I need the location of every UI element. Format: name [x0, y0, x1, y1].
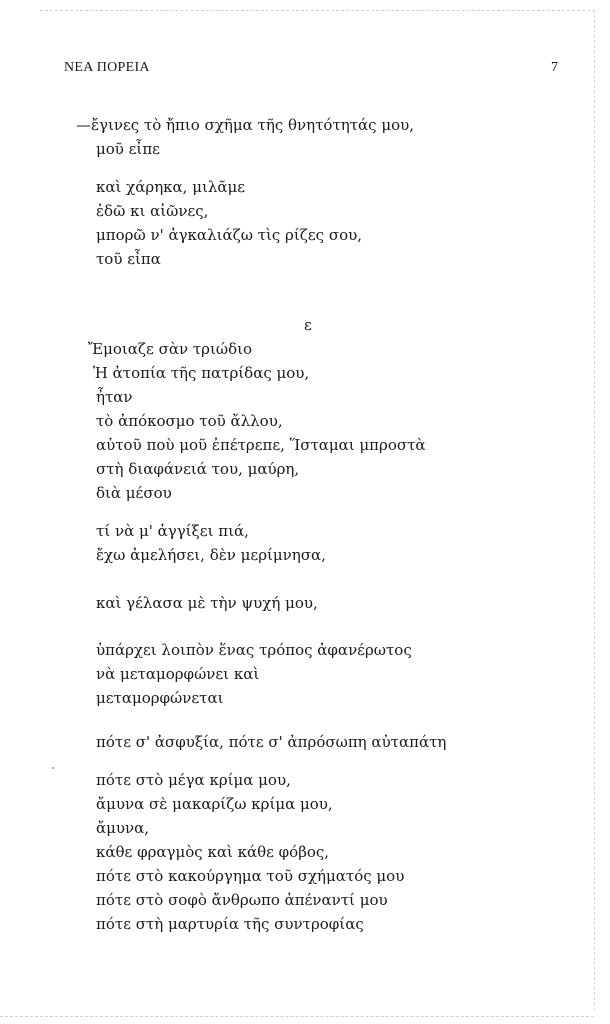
poem-line: ἔχω ἀμελήσει, δὲν μερίμνησα,: [96, 546, 326, 564]
poem-line: τί νὰ μ' ἀγγίξει πιά,: [96, 522, 249, 540]
poem-line: καὶ γέλασα μὲ τὴν ψυχή μου,: [96, 594, 318, 612]
poem-line: ἄμυνα σὲ μακαρίζω κρίμα μου,: [96, 795, 333, 813]
poem-line: ἦταν: [96, 388, 133, 406]
poem-line: πότε στὸ κακούργημα τοῦ σχήματός μου: [96, 867, 405, 885]
poem-line: τοῦ εἶπα: [96, 250, 161, 268]
poem-line: καὶ χάρηκα, μιλᾶμε: [96, 178, 246, 196]
poem-line: διὰ μέσου: [96, 484, 172, 502]
poem-line: μοῦ εἶπε: [96, 140, 160, 158]
poem-line: στὴ διαφάνειά του, μαύρη,: [96, 460, 300, 478]
poem-line: τὸ ἀπόκοσμο τοῦ ἄλλου,: [96, 412, 283, 430]
running-head: ΝΕΑ ΠΟΡΕΙΑ: [64, 60, 150, 75]
section-marker: ε: [304, 316, 312, 334]
poem-line: ὑπάρχει λοιπὸν ἕνας τρόπος ἀφανέρωτος: [96, 641, 412, 659]
poem-line: μεταμορφώνεται: [96, 689, 224, 707]
page-number: 7: [551, 60, 558, 75]
poem-line: πότε στὸ μέγα κρίμα μου,: [96, 771, 291, 789]
poem-line: νὰ μεταμορφώνει καὶ: [96, 665, 260, 683]
poem-line: μπορῶ ν' ἀγκαλιάζω τὶς ρίζες σου,: [96, 226, 362, 244]
poem-line: πότε στὴ μαρτυρία τῆς συντροφίας: [96, 915, 364, 933]
scan-speck: [52, 767, 54, 769]
poem-line: αὐτοῦ ποὺ μοῦ ἐπέτρεπε, Ἵσταμαι μπροστὰ: [96, 436, 426, 454]
poem-line: —ἔγινες τὸ ἤπιο σχῆμα τῆς θνητότητάς μου,: [76, 116, 415, 134]
page-edge-right: [594, 10, 595, 1010]
page-edge-top: [40, 10, 595, 11]
poem-line: Ἔμοιαζε σὰν τριώδιο: [88, 340, 253, 358]
poem-line: κάθε φραγμὸς καὶ κάθε φόβος,: [96, 843, 330, 861]
page-edge-bottom: [0, 1016, 594, 1017]
poem-line: πότε σ' ἀσφυξία, πότε σ' ἀπρόσωπη αὐταπάτη: [96, 733, 447, 751]
poem-line: ἐδῶ κι αἰῶνες,: [96, 202, 209, 220]
poem-line: ἄμυνα,: [96, 819, 150, 837]
page-header: [64, 60, 558, 82]
poem-line: πότε στὸ σοφὸ ἄνθρωπο ἀπέναντί μου: [96, 891, 388, 909]
poem-line: Ἡ ἀτοπία τῆς πατρίδας μου,: [93, 364, 310, 382]
